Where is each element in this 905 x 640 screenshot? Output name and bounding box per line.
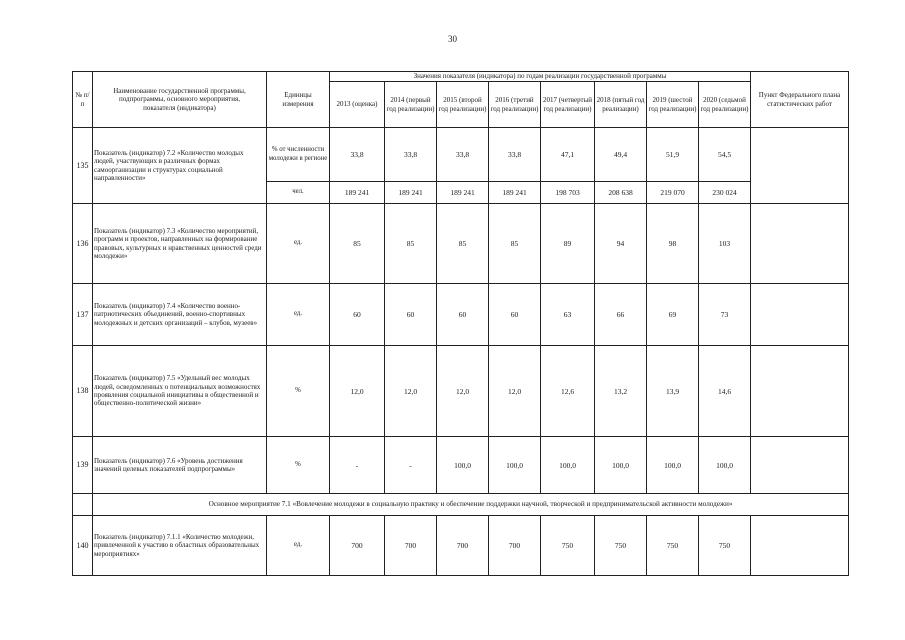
main-event-row bbox=[73, 494, 849, 516]
value-cell: 60 bbox=[330, 284, 385, 346]
value-cell: 100,0 bbox=[647, 437, 699, 494]
header-year: 2016 (третий год реализации) bbox=[489, 82, 541, 128]
value-cell: 189 241 bbox=[437, 182, 489, 204]
value-cell: 12,0 bbox=[330, 346, 385, 437]
value-cell: 94 bbox=[595, 204, 647, 284]
plan-cell bbox=[751, 284, 849, 346]
plan-cell bbox=[751, 516, 849, 576]
value-cell: 85 bbox=[330, 204, 385, 284]
indicator-name: Показатель (индикатор) 7.1.1 «Количество молодежи, привлеченной к участию в областных образовательных мероприятиях» bbox=[93, 516, 267, 576]
value-cell: 89 bbox=[541, 204, 595, 284]
value-cell: 750 bbox=[595, 516, 647, 576]
header-name: Наименование государственной программы, подпрограммы, основного мероприятия, показателя (индикатора) bbox=[93, 72, 267, 128]
value-cell: 98 bbox=[647, 204, 699, 284]
value-cell: 47,1 bbox=[541, 128, 595, 182]
value-cell: 60 bbox=[489, 284, 541, 346]
indicator-name: Показатель (индикатор) 7.4 «Количество военно-патриотических объединений, военно-спортивных молодежных и детских организаций – клубов, музеев» bbox=[93, 284, 267, 346]
row-number: 140 bbox=[73, 516, 93, 576]
unit-cell: % bbox=[267, 346, 330, 437]
plan-cell bbox=[751, 204, 849, 284]
value-cell: 73 bbox=[699, 284, 751, 346]
value-cell: 33,8 bbox=[330, 128, 385, 182]
row-number: 137 bbox=[73, 284, 93, 346]
header-plan-item: Пункт Федерального плана статистических работ bbox=[751, 72, 849, 128]
header-year: 2018 (пятый год реализации) bbox=[595, 82, 647, 128]
value-cell: 700 bbox=[385, 516, 437, 576]
page-number: 30 bbox=[448, 34, 457, 44]
value-cell: 33,8 bbox=[385, 128, 437, 182]
table-row bbox=[73, 284, 849, 346]
value-cell: 66 bbox=[595, 284, 647, 346]
row-number: 138 bbox=[73, 346, 93, 437]
unit-cell: % bbox=[267, 437, 330, 494]
row-number: 136 bbox=[73, 204, 93, 284]
value-cell: 189 241 bbox=[330, 182, 385, 204]
header-year: 2017 (четвертый год реализации) bbox=[541, 82, 595, 128]
value-cell: 69 bbox=[647, 284, 699, 346]
header-values-group: Значения показателя (индикатора) по годам реализации государственной программы bbox=[330, 72, 751, 82]
main-event-title: Основное мероприятие 7.1 «Вовлечение молодежи в социальную практику и обеспечение поддержки научной, творческой и предпринимательской активности молодежи» bbox=[93, 494, 849, 516]
value-cell: 49,4 bbox=[595, 128, 647, 182]
value-cell: 12,0 bbox=[437, 346, 489, 437]
indicator-name: Показатель (индикатор) 7.6 «Уровень достижения значений целевых показателей подпрограммы» bbox=[93, 437, 267, 494]
value-cell: 33,8 bbox=[489, 128, 541, 182]
value-cell: 12,6 bbox=[541, 346, 595, 437]
value-cell: 100,0 bbox=[489, 437, 541, 494]
value-cell: 85 bbox=[437, 204, 489, 284]
value-cell: 198 703 bbox=[541, 182, 595, 204]
row-number: 135 bbox=[73, 128, 93, 204]
table-row bbox=[73, 437, 849, 494]
header-year: 2019 (шестой год реализации) bbox=[647, 82, 699, 128]
value-cell: - bbox=[385, 437, 437, 494]
header-year: 2013 (оценка) bbox=[330, 82, 385, 128]
header-num: № п/п bbox=[73, 72, 93, 128]
indicator-name: Показатель (индикатор) 7.5 «Удельный вес молодых людей, осведомленных о потенциальных возможностях проявления социальной инициативы в общественной и общественно-политической жизни» bbox=[93, 346, 267, 437]
indicators-table bbox=[72, 71, 849, 576]
table-row bbox=[73, 128, 849, 182]
value-cell: 750 bbox=[647, 516, 699, 576]
value-cell: 208 638 bbox=[595, 182, 647, 204]
value-cell: 700 bbox=[330, 516, 385, 576]
value-cell: 13,2 bbox=[595, 346, 647, 437]
value-cell: 63 bbox=[541, 284, 595, 346]
value-cell: 100,0 bbox=[541, 437, 595, 494]
header-year: 2015 (второй год реализации) bbox=[437, 82, 489, 128]
unit-cell: % от численности молодежи в регионе bbox=[267, 128, 330, 182]
row-number: 139 bbox=[73, 437, 93, 494]
value-cell: 189 241 bbox=[385, 182, 437, 204]
value-cell: 700 bbox=[489, 516, 541, 576]
indicator-name: Показатель (индикатор) 7.3 «Количество мероприятий, программ и проектов, направленных на формирование правовых, культурных и нравственных ценностей среди молодежи» bbox=[93, 204, 267, 284]
value-cell: 100,0 bbox=[595, 437, 647, 494]
table-row bbox=[73, 204, 849, 284]
plan-cell bbox=[751, 346, 849, 437]
value-cell: 750 bbox=[541, 516, 595, 576]
value-cell: 85 bbox=[385, 204, 437, 284]
table-row bbox=[73, 346, 849, 437]
unit-cell: ед. bbox=[267, 204, 330, 284]
value-cell: 13,9 bbox=[647, 346, 699, 437]
header-year: 2020 (седьмой год реализации) bbox=[699, 82, 751, 128]
value-cell: 60 bbox=[437, 284, 489, 346]
value-cell: 100,0 bbox=[699, 437, 751, 494]
plan-cell bbox=[751, 437, 849, 494]
value-cell: 51,9 bbox=[647, 128, 699, 182]
plan-cell bbox=[751, 128, 849, 204]
unit-cell: ед. bbox=[267, 516, 330, 576]
table-row bbox=[73, 516, 849, 576]
value-cell: 700 bbox=[437, 516, 489, 576]
value-cell: 189 241 bbox=[489, 182, 541, 204]
value-cell: 219 070 bbox=[647, 182, 699, 204]
header-unit: Единицы измерения bbox=[267, 72, 330, 128]
value-cell: 14,6 bbox=[699, 346, 751, 437]
header-year: 2014 (первый год реализации) bbox=[385, 82, 437, 128]
value-cell: 85 bbox=[489, 204, 541, 284]
value-cell: 12,0 bbox=[385, 346, 437, 437]
indicator-name: Показатель (индикатор) 7.2 «Количество молодых людей, участвующих в различных формах самоорганизации и структурах социальной направленности» bbox=[93, 128, 267, 204]
value-cell: - bbox=[330, 437, 385, 494]
unit-cell: ед. bbox=[267, 284, 330, 346]
value-cell: 12,0 bbox=[489, 346, 541, 437]
event-num-cell bbox=[73, 494, 93, 516]
value-cell: 750 bbox=[699, 516, 751, 576]
value-cell: 103 bbox=[699, 204, 751, 284]
header-row-1 bbox=[73, 72, 849, 82]
value-cell: 60 bbox=[385, 284, 437, 346]
value-cell: 54,5 bbox=[699, 128, 751, 182]
value-cell: 33,8 bbox=[437, 128, 489, 182]
value-cell: 230 024 bbox=[699, 182, 751, 204]
unit-cell: чел. bbox=[267, 182, 330, 204]
value-cell: 100,0 bbox=[437, 437, 489, 494]
